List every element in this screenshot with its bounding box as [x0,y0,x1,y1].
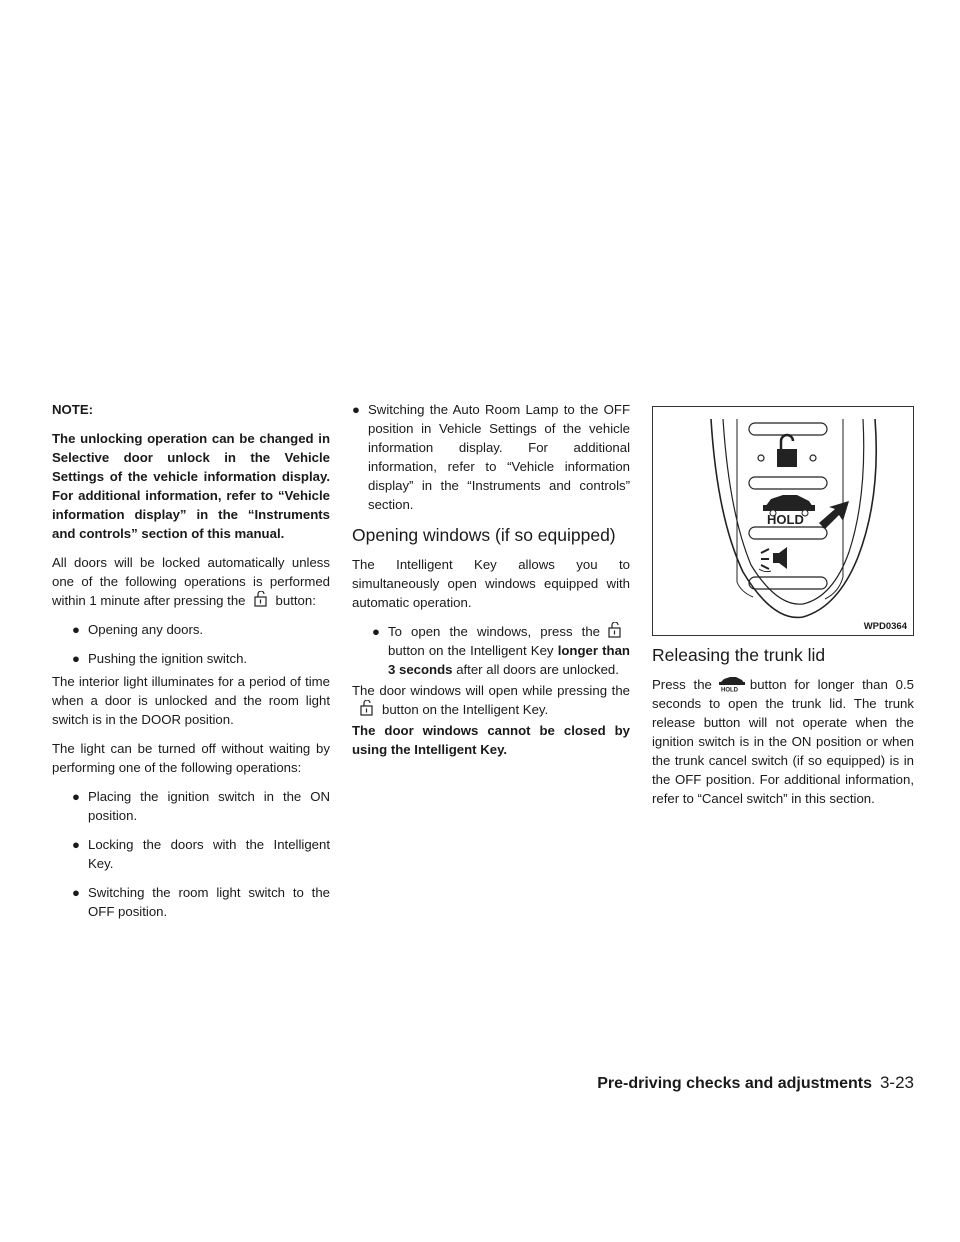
intelligent-key-figure [652,406,914,636]
windows-close-note: The door windows cannot be closed by using the Intelligent Key. [352,723,630,757]
unlock-key-icon [356,700,378,716]
intelligent-key-illustration [653,407,913,635]
column-2 [352,400,630,769]
list-item: ● Switching the Auto Room Lamp to the OFF position in Vehicle Settings of the vehicle information display. For additional information, refer to “Vehicle information display” in the “Instruments and controls” section. [352,402,630,512]
trunk-release-paragraph: Press the HOLD button for longer than 0.5 seconds to open the trunk lid. The trunk release button will not operate when the ignition switch is in the ON position or when the trunk cancel switch (if so equipped) is in the OFF position. For additional information, refer to “Cancel switch” in this section. [652,677,914,806]
arrow-icon [819,501,849,529]
unlock-key-icon [250,591,272,607]
page-number: 3-23 [879,1073,914,1092]
list-item: ● Switching the room light switch to the OFF position. [72,885,330,919]
note-body: The unlocking operation can be changed in Selective door unlock in the Vehicle Settings of the vehicle information display. For additional information, refer to “Vehicle information display” in the “Instruments and controls” section of this manual. [52,431,330,541]
trunk-hold-icon [716,676,746,692]
list-item: ● Pushing the ignition switch. [72,651,248,666]
note-heading: NOTE: [52,402,94,417]
column-3 [652,406,914,818]
svg-text:HOLD: HOLD [720,687,738,692]
windows-intro-paragraph: The Intelligent Key allows you to simultaneously open windows equipped with automatic operation. [352,557,630,610]
page-footer [597,1073,914,1094]
trunk-hold-icon [763,495,815,527]
panic-horn-icon [759,547,787,572]
auto-lock-paragraph: All doors will be locked automatically unless one of the following operations is performed within 1 minute after pressing the button: [52,555,330,608]
list-item: ● Placing the ignition switch in the ON position. [72,789,330,823]
svg-text:HOLD: HOLD [767,512,804,527]
figure-code: WPD0364 [863,621,907,632]
list-item: ● Opening any doors. [72,622,204,637]
section-heading-releasing-trunk: Releasing the trunk lid [652,645,826,665]
list-item: ● Locking the doors with the Intelligent Key. [72,837,330,871]
interior-light-paragraph: The interior light illuminates for a period of time when a door is unlocked and the room light switch is in the DOOR position. [52,674,330,727]
unlock-key-icon [604,622,626,638]
list-item: ● To open the windows, press thebutton on the Intelligent Key longer than 3 seconds after all doors are unlocked. [372,624,630,677]
windows-open-paragraph: The door windows will open while pressing thebutton on the Intelligent Key. [352,683,630,717]
footer-section-title: Pre-driving checks and adjustments [597,1075,872,1092]
lock-icon [758,435,816,467]
section-heading-opening-windows: Opening windows (if so equipped) [352,525,616,545]
column-1 [52,400,330,931]
light-off-paragraph: The light can be turned off without waiting by performing one of the following operations: [52,741,330,775]
